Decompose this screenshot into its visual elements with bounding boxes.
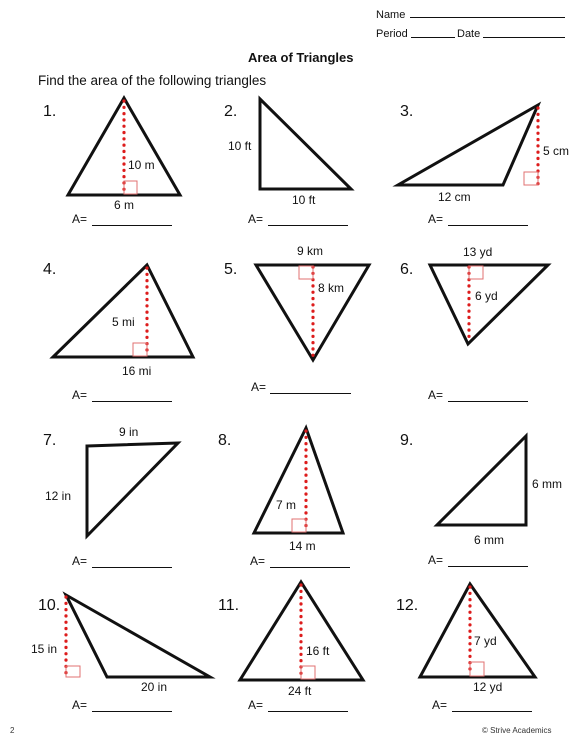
triangle-10 [66,595,210,677]
problem-number-8: 8. [218,432,232,449]
answer-line-11[interactable] [268,711,348,712]
base-label-9: 6 mm [474,533,504,547]
answer-label-2: A= [248,212,264,226]
problem-number-1: 1. [43,103,57,120]
triangle-7 [87,443,178,536]
base-label-12: 12 yd [473,680,503,694]
problem-number-5: 5. [224,261,238,278]
height-label-4: 5 mi [112,315,135,329]
answer-label-12: A= [432,698,448,712]
answer-line-9[interactable] [448,566,528,567]
triangle-6 [430,265,548,344]
height-label-6: 6 yd [475,289,498,303]
triangle-2 [260,99,351,189]
problem-number-12: 12. [396,597,419,614]
base-label-8: 14 m [289,539,316,553]
base-label-3: 12 cm [438,190,471,204]
answer-label-11: A= [248,698,264,712]
name-label: Name [376,9,406,21]
answer-line-2[interactable] [268,225,348,226]
answer-label-9: A= [428,553,444,567]
right-angle-marker-1 [124,181,137,194]
problem-number-11: 11. [218,597,240,614]
problem-number-3: 3. [400,103,414,120]
height-label-12: 7 yd [474,634,497,648]
answer-line-8[interactable] [270,567,350,568]
side-label-7: 12 in [45,489,72,503]
answer-line-5[interactable] [270,393,351,394]
base-label-2: 10 ft [292,193,316,207]
answer-line-4[interactable] [92,401,172,402]
problem-number-7: 7. [43,432,57,449]
height-label-8: 7 m [276,498,297,512]
instructions: Find the area of the following triangles [38,73,267,88]
triangle-9 [437,436,526,525]
answer-line-12[interactable] [452,711,532,712]
right-angle-marker-6 [469,266,483,279]
height-label-1: 10 m [128,158,155,172]
answer-label-5: A= [251,380,267,394]
height-label-5: 8 km [318,281,345,295]
base-label-10: 20 in [141,680,168,694]
problem-number-6: 6. [400,261,414,278]
answer-line-6[interactable] [448,401,528,402]
answer-label-7: A= [72,554,88,568]
worksheet-title: Area of Triangles [248,50,354,65]
answer-line-3[interactable] [448,225,528,226]
base-label-4: 16 mi [122,364,152,378]
base-label-11: 24 ft [288,684,312,698]
triangle-4 [53,265,193,357]
right-angle-marker-10 [66,666,80,677]
answer-label-10: A= [72,698,88,712]
height-label-3: 5 cm [543,144,570,158]
right-angle-marker-11 [301,666,315,679]
answer-line-10[interactable] [92,711,172,712]
right-angle-marker-8 [292,519,306,532]
answer-label-1: A= [72,212,88,226]
answer-label-4: A= [72,388,88,402]
base-label-5: 9 km [297,244,324,258]
date-label: Date [457,28,481,40]
answer-label-3: A= [428,212,444,226]
triangle-3 [398,105,538,185]
right-angle-marker-3 [524,172,538,185]
copyright: © Strive Academics [482,726,552,735]
answer-label-6: A= [428,388,444,402]
answer-line-7[interactable] [92,567,172,568]
triangle-12 [420,584,535,677]
right-angle-marker-5 [299,266,313,279]
problem-number-4: 4. [43,261,57,278]
base-label-6: 13 yd [463,245,493,259]
problem-number-10: 10. [38,597,61,614]
right-angle-marker-12 [470,662,484,676]
period-label: Period [376,28,408,40]
height-label-11: 16 ft [306,644,330,658]
triangle-8 [254,428,343,533]
answer-line-1[interactable] [92,225,172,226]
right-angle-marker-4 [133,343,147,356]
problem-number-9: 9. [400,432,414,449]
side-label-2: 10 ft [228,139,252,153]
top-label-7: 9 in [119,425,139,439]
page-number: 2 [10,726,15,735]
problem-number-2: 2. [224,103,238,120]
side-label-9: 6 mm [532,477,562,491]
height-label-10: 15 in [31,642,58,656]
answer-label-8: A= [250,554,266,568]
base-label-1: 6 m [114,198,135,212]
